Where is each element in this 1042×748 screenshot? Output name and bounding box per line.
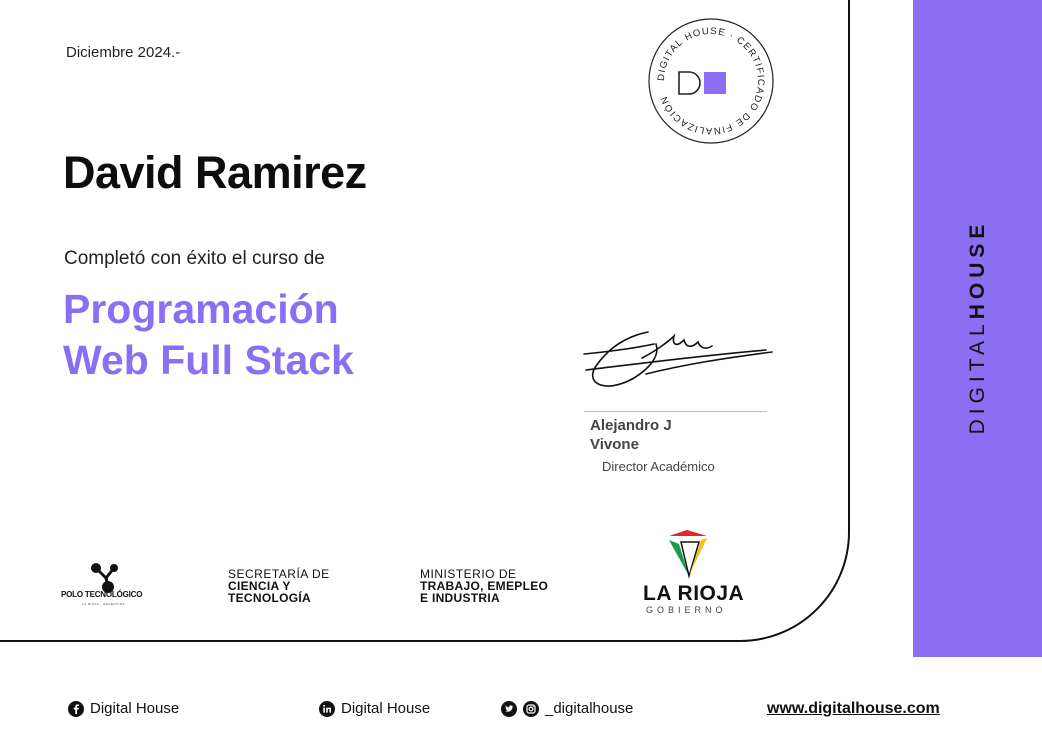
secretaria-logo: SECRETARÍA DE CIENCIA Y TECNOLOGÍA [228, 567, 330, 605]
instagram-icon [523, 701, 539, 717]
la-rioja-title: LA RIOJA [643, 582, 745, 605]
la-rioja-sub: GOBIERNO [646, 605, 727, 615]
facebook-label: Digital House [90, 700, 180, 717]
polo-tecnologico-icon [88, 560, 124, 594]
signer-role: Director Académico [602, 459, 715, 474]
ministerio-logo: MINISTERIO DE TRABAJO, EMEPLEO E INDUSTRIA [420, 567, 549, 605]
linkedin-icon [319, 701, 335, 717]
signature-image [576, 322, 776, 402]
footer-social-handle[interactable] [501, 700, 633, 717]
facebook-icon [68, 701, 84, 717]
signature-line [584, 411, 767, 412]
course-title-line2: Web Full Stack [63, 337, 354, 383]
recipient-name: David Ramirez [63, 147, 367, 198]
brand-side-band [913, 0, 1042, 657]
brand-wordmark: DIGITALHOUSE [965, 219, 989, 435]
twitter-icon [501, 701, 517, 717]
signer-name [590, 416, 672, 454]
footer-linkedin[interactable] [319, 700, 430, 717]
footer-facebook[interactable] [68, 700, 179, 717]
signer-name-line2: Vivone [590, 436, 639, 453]
la-rioja-icon [667, 530, 709, 580]
polo-tecnologico-name: POLO TECNOLÓGICO [61, 590, 143, 599]
certificate-date: Diciembre 2024.- [66, 44, 181, 61]
course-title [63, 284, 354, 386]
completion-statement: Completó con éxito el curso de [64, 248, 325, 269]
signer-name-line1: Alejandro J [590, 417, 672, 434]
social-handle-label: _digitalhouse [545, 700, 634, 717]
course-title-line1: Programación [63, 286, 339, 332]
certificate-seal [646, 16, 776, 146]
polo-tecnologico-sub: LA RIOJA · ARGENTINA [82, 602, 126, 606]
linkedin-label: Digital House [341, 700, 431, 717]
website-link[interactable]: www.digitalhouse.com [767, 700, 940, 717]
seal-text: DIGITAL HOUSE · CERTIFICADO DE FINALIZACIÓN [655, 25, 767, 137]
